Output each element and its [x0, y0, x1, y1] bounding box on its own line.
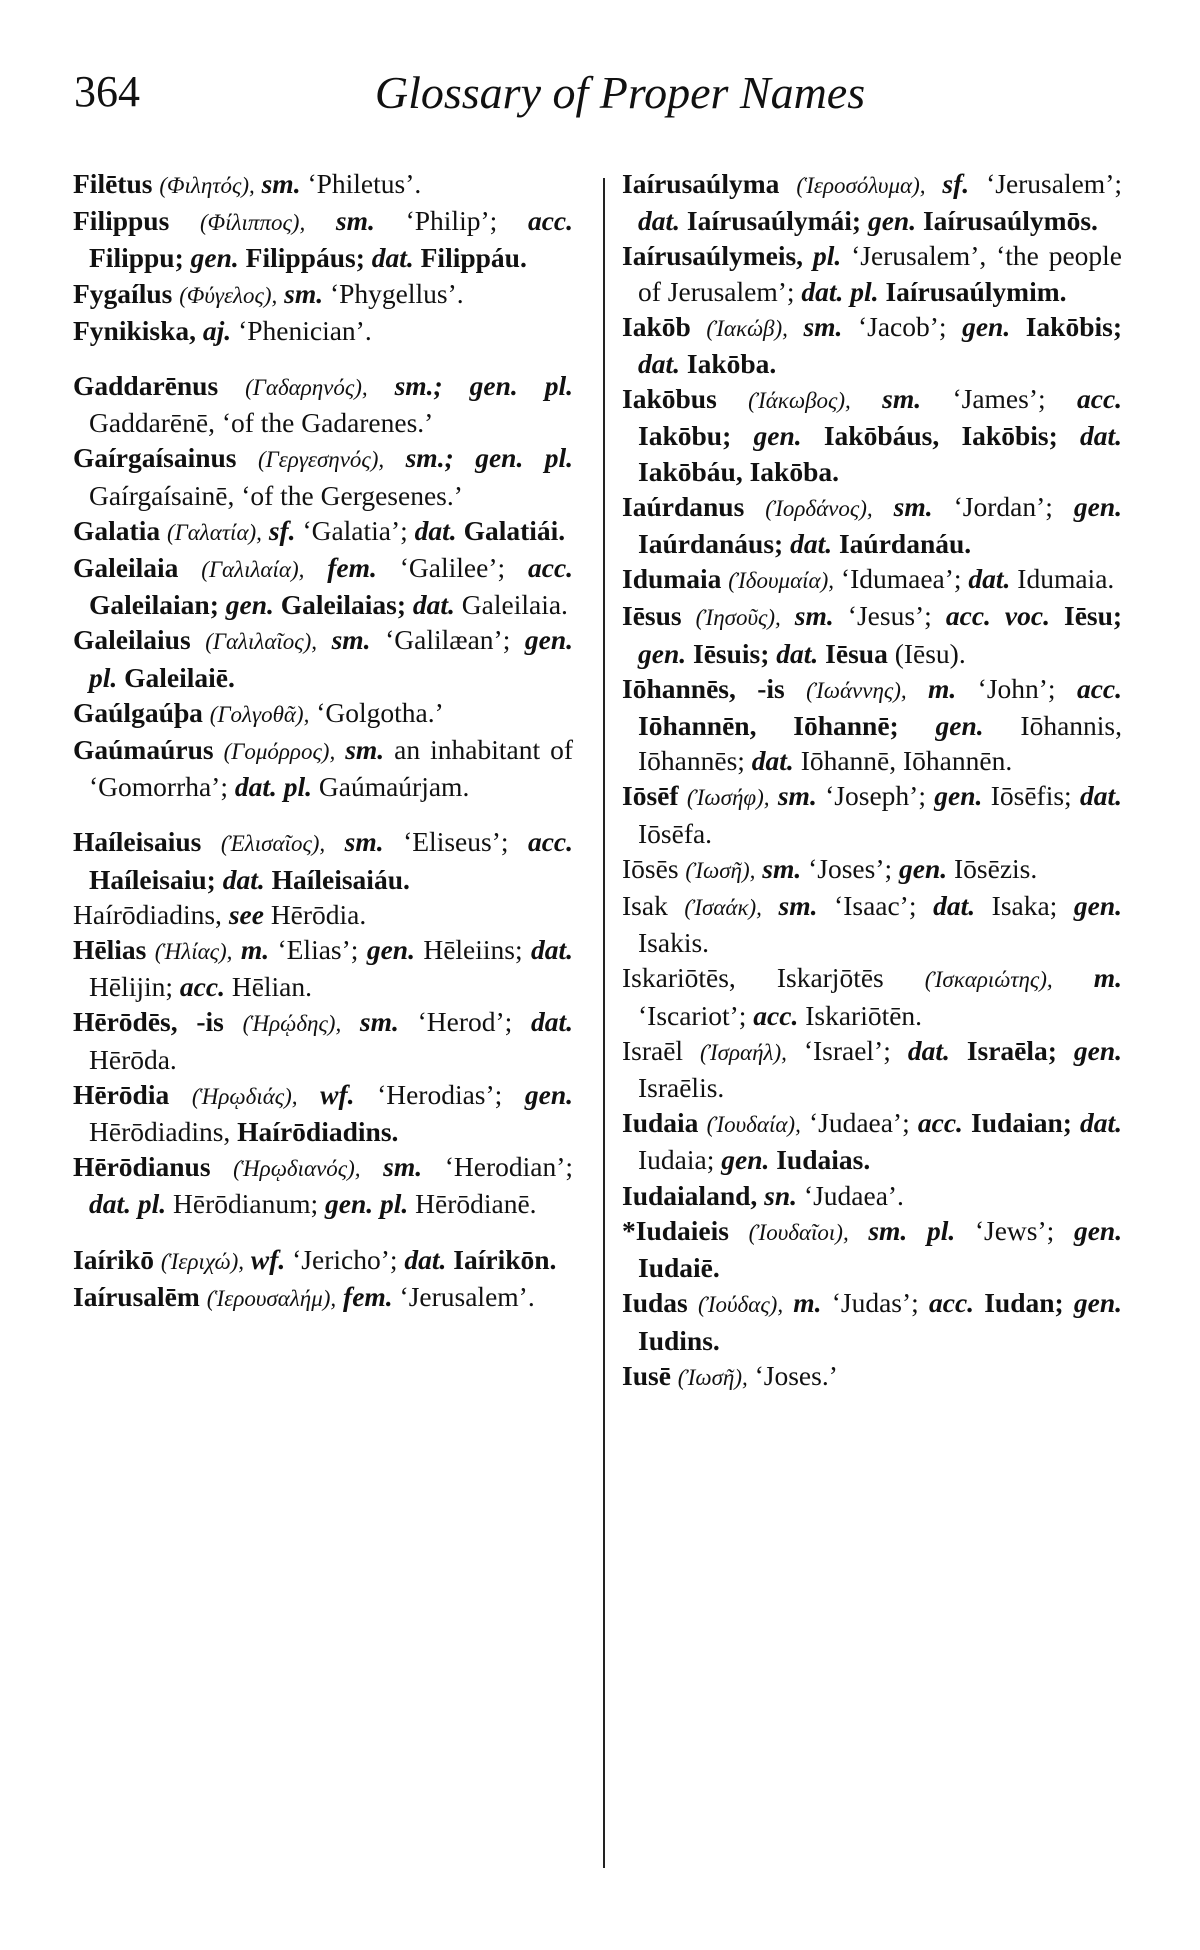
- entry-text: ‘Jordan’;: [953, 490, 1053, 522]
- entry-greek-form: (Ἐλισαῖος),: [220, 831, 326, 857]
- entry-bold-text: Iudan;: [984, 1287, 1064, 1319]
- entry-greek-form: (Ἰωσῆ),: [685, 857, 756, 883]
- entry-headword: Iaírusaúlyma: [622, 168, 780, 199]
- glossary-entry: [73, 513, 573, 550]
- entry-abbreviation: dat.: [638, 348, 681, 380]
- entry-bold-text: Iakōbáu, Iakōba.: [638, 455, 839, 487]
- entry-abbreviation: sf.: [942, 168, 970, 199]
- entry-abbreviation: dat.: [531, 934, 574, 966]
- entry-abbreviation: see: [228, 898, 264, 930]
- entry-headword: Fygaílus: [73, 277, 173, 309]
- entry-greek-form: (Ἱερουσαλήμ),: [206, 1285, 337, 1311]
- entry-abbreviation: acc.: [1076, 672, 1123, 704]
- entry-abbreviation: gen.: [753, 420, 802, 452]
- entry-headword: Isak: [622, 890, 668, 922]
- entry-abbreviation: sm.;: [405, 442, 454, 474]
- entry-text: Hērōdianē.: [415, 1188, 537, 1220]
- glossary-entry: [73, 203, 573, 275]
- glossary-entry: [622, 598, 1122, 670]
- entry-greek-form: (Ἰωσήφ),: [686, 785, 770, 811]
- entry-headword: Gaddarēnus: [73, 370, 219, 402]
- entry-abbreviation: dat.: [222, 863, 265, 895]
- glossary-entry: [622, 778, 1122, 850]
- glossary-entry: [622, 1105, 1122, 1177]
- glossary-entry: [622, 489, 1122, 561]
- entry-bold-text: Iakōba.: [686, 348, 777, 380]
- entry-abbreviation: dat.: [412, 589, 455, 621]
- glossary-entry: [622, 888, 1122, 960]
- entry-greek-form: (Ἰούδας),: [697, 1292, 784, 1318]
- entry-bold-text: Haíleisaiu;: [89, 863, 216, 895]
- entry-greek-form: (Φίλιππος),: [200, 210, 306, 236]
- entry-greek-form: (Φύγελος),: [179, 282, 278, 308]
- entry-headword: Gaírgaísainus: [73, 442, 237, 474]
- entry-abbreviation: sf.: [268, 514, 296, 546]
- entry-headword: Iaírusalēm: [73, 1280, 200, 1312]
- entry-headword: Idumaia: [622, 563, 722, 595]
- entry-text: Israēlis.: [638, 1072, 725, 1104]
- entry-abbreviation: gen.: [524, 1078, 573, 1110]
- entry-abbreviation: dat.: [531, 1006, 574, 1038]
- entry-abbreviation: sm.: [778, 890, 818, 922]
- entry-abbreviation: m.: [928, 672, 957, 704]
- entry-headword: Filippus: [73, 205, 170, 237]
- entry-abbreviation: gen.: [638, 637, 687, 669]
- entry-text: ‘Galilee’;: [399, 552, 506, 584]
- entry-headword: Iudaialand,: [622, 1179, 758, 1211]
- entry-abbreviation: gen.: [721, 1144, 770, 1176]
- glossary-entry: [622, 1213, 1122, 1285]
- entry-text: Gaúmaúrjam.: [318, 771, 470, 803]
- entry-text: Hēleiins;: [423, 934, 523, 966]
- entry-abbreviation: sm.: [261, 168, 301, 199]
- entry-text: ‘Judaea’;: [808, 1107, 910, 1139]
- entry-abbreviation: fem.: [327, 552, 377, 584]
- entry-greek-form: (Ἰδουμαία),: [728, 568, 835, 594]
- entry-headword: Hērōdia: [73, 1078, 170, 1110]
- entry-text: ‘John’;: [977, 672, 1056, 704]
- entry-greek-form: (Ἰσκαριώτης),: [924, 967, 1053, 993]
- entry-abbreviation: acc.: [928, 1287, 975, 1319]
- glossary-entry: [73, 440, 573, 512]
- entry-greek-form: (Γομόρρος),: [223, 739, 336, 765]
- entry-abbreviation: dat.: [968, 563, 1011, 595]
- entry-text: ‘Jacob’;: [857, 310, 947, 342]
- entry-greek-form: (Ἰωάννης),: [806, 677, 907, 703]
- entry-abbreviation: gen.: [1073, 1287, 1123, 1319]
- glossary-entry: [73, 695, 573, 732]
- entry-abbreviation: acc.: [527, 826, 574, 858]
- entry-headword: Gaúlgaúþa: [73, 696, 203, 728]
- entry-greek-form: (Γεργεσηνός),: [257, 447, 385, 473]
- entry-headword: Iudaia: [622, 1107, 699, 1139]
- entry-headword: Haíleisaius: [73, 826, 202, 858]
- entry-abbreviation: sm.: [777, 780, 817, 812]
- entry-greek-form: (Ἰακώβ),: [706, 315, 788, 341]
- entry-text: Idumaia.: [1017, 563, 1115, 595]
- entry-abbreviation: gen.: [1073, 1034, 1123, 1066]
- glossary-entry: [73, 1149, 573, 1221]
- entry-abbreviation: gen.: [962, 310, 1011, 342]
- entry-bold-text: Iakōbu;: [638, 420, 732, 452]
- entry-bold-text: Iaúrdanáu.: [838, 528, 972, 560]
- glossary-entry: [73, 622, 573, 694]
- glossary-entry: [73, 368, 573, 440]
- entry-abbreviation: gen.: [1073, 490, 1122, 522]
- entry-headword: Haírōdiadins,: [73, 898, 222, 930]
- entry-greek-form: (Ἡρῳδιανός),: [233, 1156, 361, 1182]
- entry-abbreviation: dat.: [638, 205, 681, 237]
- entry-headword: Hēlias: [73, 934, 147, 966]
- entry-greek-form: (Ἡλίας),: [154, 939, 233, 965]
- entry-abbreviation: sm.: [335, 205, 375, 237]
- entry-abbreviation: sm.: [284, 277, 324, 309]
- entry-bold-text: Israēla;: [966, 1034, 1057, 1066]
- entry-abbreviation: dat.: [751, 745, 794, 777]
- entry-bold-text: Iudins.: [638, 1324, 720, 1356]
- glossary-entry: [622, 851, 1122, 888]
- entry-abbreviation: dat.: [371, 242, 414, 274]
- entry-abbreviation: gen.: [935, 710, 984, 742]
- entry-abbreviation: sm.: [762, 852, 802, 884]
- entry-text: Hērōdianum;: [173, 1188, 319, 1220]
- entry-abbreviation: sm.: [383, 1151, 423, 1183]
- entry-abbreviation: acc.: [527, 205, 574, 237]
- entry-abbreviation: aj.: [202, 314, 232, 346]
- entry-greek-form: (Ἰουδαῖοι),: [748, 1219, 849, 1245]
- entry-abbreviation: acc.: [528, 552, 574, 584]
- glossary-column-left: [73, 166, 573, 1316]
- entry-headword: Fynikiska,: [73, 314, 197, 346]
- entry-text: ‘Jericho’;: [292, 1243, 398, 1275]
- entry-greek-form: (Ἰωσῆ),: [677, 1364, 748, 1390]
- glossary-entry: [73, 824, 573, 896]
- entry-bold-text: Filippáus;: [245, 242, 365, 274]
- entry-text: Galeilaia.: [461, 589, 568, 621]
- entry-text: Iōhannē, Iōhannēn.: [800, 745, 1013, 777]
- entry-greek-form: (Ἱεροσόλυμα),: [796, 173, 926, 198]
- entry-abbreviation: dat.: [404, 1243, 447, 1275]
- entry-bold-text: Iaírikōn.: [453, 1243, 557, 1275]
- entry-bold-text: Iudaias.: [776, 1144, 871, 1176]
- entry-text: Gaírgaísainē, ‘of the Gergesenes.’: [89, 479, 463, 511]
- entry-abbreviation: m.: [1093, 962, 1122, 994]
- entry-bold-text: Haíleisaiáu.: [271, 863, 410, 895]
- entry-text: ‘Galatia’;: [302, 514, 408, 546]
- column-divider: [603, 178, 605, 1868]
- entry-abbreviation: gen. pl.: [89, 624, 574, 693]
- entry-text: ‘Iscariot’;: [638, 999, 747, 1031]
- glossary-entry: [73, 550, 573, 622]
- entry-bold-text: Galeilaian;: [89, 589, 219, 621]
- entry-bold-text: Iudaian;: [971, 1107, 1072, 1139]
- entry-bold-text: Iaírusaúlymái;: [686, 205, 862, 237]
- entry-text: Hērōda.: [89, 1043, 177, 1075]
- glossary-entry: [73, 732, 573, 804]
- entry-bold-text: Iaírusaúlymōs.: [922, 205, 1098, 237]
- entry-text: ‘Isaac’;: [834, 890, 917, 922]
- entry-abbreviation: pl.: [812, 240, 842, 272]
- entry-abbreviation: sm.: [882, 383, 922, 415]
- glossary-entry: [73, 1004, 573, 1076]
- glossary-entry: [73, 313, 573, 348]
- glossary-entry: [73, 897, 573, 932]
- entry-text: ‘Philetus’.: [307, 168, 422, 199]
- entry-headword: Galeilaius: [73, 624, 191, 656]
- entry-headword: Gaúmaúrus: [73, 734, 214, 766]
- entry-headword: Iēsus: [622, 600, 682, 632]
- entry-text: ‘Jerusalem’.: [399, 1280, 535, 1312]
- entry-bold-text: Iēsua: [825, 637, 888, 669]
- entry-headword: Iskariōtēs, Iskarjōtēs: [622, 962, 884, 994]
- entry-greek-form: (Ἰάκωβος),: [748, 388, 851, 414]
- entry-abbreviation: gen.: [190, 242, 239, 274]
- entry-abbreviation: acc.: [179, 971, 225, 1003]
- entry-text: Hērōdiadins,: [89, 1116, 231, 1148]
- entry-text: Hēlian.: [231, 971, 313, 1003]
- entry-text: ‘Jews’;: [974, 1214, 1055, 1246]
- entry-abbreviation: sm.: [344, 826, 384, 858]
- glossary-entry: [73, 932, 573, 1004]
- entry-text: ‘Joseph’;: [825, 780, 926, 812]
- entry-greek-form: (Ἰσραήλ),: [700, 1039, 787, 1065]
- entry-text: Hēlijin;: [89, 971, 174, 1003]
- entry-headword: Iōsēs: [622, 852, 679, 884]
- entry-text: ‘James’;: [952, 383, 1046, 415]
- entry-bold-text: Galatiái.: [463, 514, 566, 546]
- entry-abbreviation: dat.: [1080, 1107, 1123, 1139]
- page-title: Glossary of Proper Names: [374, 67, 866, 118]
- entry-bold-text: Iēsu;: [1064, 600, 1123, 632]
- entry-greek-form: (Γαδαρηνός),: [245, 375, 368, 401]
- entry-headword: Iaúrdanus: [622, 490, 745, 522]
- entry-greek-form: (Ἰορδάνος),: [765, 495, 873, 521]
- entry-headword: Iaírusaúlymeis,: [622, 240, 804, 272]
- entry-abbreviation: gen. pl.: [475, 442, 574, 474]
- entry-abbreviation: dat.: [1080, 420, 1123, 452]
- entry-abbreviation: gen.: [1073, 1214, 1123, 1246]
- glossary-entry: [73, 1077, 573, 1149]
- glossary-entry: [622, 1358, 1122, 1395]
- entry-bold-text: Iēsuis;: [693, 637, 770, 669]
- entry-abbreviation: gen. pl.: [325, 1188, 409, 1220]
- entry-headword: Iakōbus: [622, 383, 717, 415]
- page-header: [74, 66, 1126, 126]
- entry-bold-text: Haírōdiadins.: [237, 1116, 399, 1148]
- entry-abbreviation: sm.: [359, 1006, 399, 1038]
- entry-text: ‘Herod’;: [417, 1006, 513, 1038]
- entry-text: ‘Joses.’: [754, 1359, 838, 1391]
- entry-text: ‘Phygellus’.: [329, 277, 464, 309]
- entry-text: Isakis.: [638, 927, 710, 959]
- entry-text: ‘Jerusalem’;: [986, 168, 1122, 199]
- entry-text: ‘Joses’;: [808, 852, 893, 884]
- entry-bold-text: Filippáu.: [420, 242, 527, 274]
- entry-greek-form: (Ἡρῳδιάς),: [191, 1083, 298, 1109]
- entry-text: ‘Judas’;: [831, 1287, 919, 1319]
- entry-greek-form: (Ἡρῴδης),: [242, 1011, 342, 1037]
- glossary-entry: [622, 166, 1122, 238]
- entry-text: ‘Herodian’;: [444, 1151, 574, 1183]
- entry-text: ‘Phenician’.: [238, 314, 372, 346]
- entry-text: Iōhannis, Iōhannēs;: [638, 710, 1123, 777]
- entry-text: Iudaia;: [638, 1144, 715, 1176]
- entry-headword: Iakōb: [622, 310, 691, 342]
- entry-abbreviation: acc.: [1077, 383, 1123, 415]
- entry-text: Iōsēfa.: [638, 817, 713, 849]
- entry-greek-form: (Φιλητός),: [159, 173, 255, 198]
- entry-bold-text: Iakōbáus, Iakōbis;: [823, 420, 1058, 452]
- entry-abbreviation: m.: [240, 934, 270, 966]
- entry-greek-form: (Ἰησοῦς),: [695, 605, 781, 631]
- entry-text: ‘Galilæan’;: [385, 624, 511, 656]
- entry-headword: Iōsēf: [622, 780, 679, 812]
- entry-headword: *Iudaieis: [622, 1214, 729, 1246]
- entry-abbreviation: acc. voc.: [945, 600, 1050, 632]
- entry-text: Hērōdia.: [270, 898, 367, 930]
- entry-abbreviation: sm.: [803, 310, 843, 342]
- glossary-entry: [73, 166, 573, 203]
- entry-abbreviation: gen.: [225, 589, 274, 621]
- entry-text: ‘Jesus’;: [847, 600, 932, 632]
- entry-text: ‘Jerusalem’, ‘the people of Jerusalem’;: [638, 240, 1123, 307]
- entry-headword: Hērōdēs, -is: [73, 1006, 224, 1038]
- entry-bold-text: Iaírusaúlymim.: [885, 275, 1067, 307]
- entry-headword: Iōhannēs, -is: [622, 672, 785, 704]
- entry-abbreviation: wf.: [320, 1078, 355, 1110]
- entry-abbreviation: dat.: [933, 890, 976, 922]
- entry-abbreviation: dat. pl.: [234, 771, 313, 803]
- glossary-entry: [622, 309, 1122, 381]
- entry-greek-form: (Γαλατία),: [166, 519, 262, 545]
- entry-text: ‘Elias’;: [277, 934, 359, 966]
- entry-headword: Iaírikō: [73, 1243, 154, 1275]
- glossary-entry: [73, 1242, 573, 1279]
- glossary-entry: [622, 238, 1122, 308]
- entry-abbreviation: dat.: [907, 1034, 950, 1066]
- entry-bold-text: Galeilaiē.: [124, 661, 235, 693]
- entry-abbreviation: fem.: [343, 1280, 393, 1312]
- entry-headword: Filētus: [73, 168, 153, 199]
- glossary-entry: [622, 960, 1122, 1032]
- entry-text: ‘Judaea’.: [803, 1179, 904, 1211]
- entry-abbreviation: dat.: [414, 514, 457, 546]
- entry-abbreviation: gen.: [899, 852, 948, 884]
- entry-abbreviation: acc.: [917, 1107, 963, 1139]
- entry-bold-text: Iaúrdanáus;: [638, 528, 784, 560]
- entry-text: (Iēsu).: [894, 637, 966, 669]
- glossary-column-right: [622, 166, 1122, 1395]
- entry-greek-form: (Γολγοθᾶ),: [209, 701, 310, 727]
- glossary-entry: [622, 671, 1122, 779]
- glossary-entry: [73, 276, 573, 313]
- entry-abbreviation: dat. pl.: [801, 275, 879, 307]
- entry-abbreviation: gen. pl.: [469, 370, 573, 402]
- entry-text: ‘Eliseus’;: [403, 826, 509, 858]
- entry-abbreviation: sm.;: [394, 370, 443, 402]
- entry-abbreviation: acc.: [753, 999, 799, 1031]
- glossary-entry: [622, 381, 1122, 489]
- entry-text: ‘Golgotha.’: [316, 696, 444, 728]
- entry-abbreviation: gen.: [366, 934, 415, 966]
- entry-greek-form: (Γαλιλαία),: [201, 557, 305, 583]
- entry-abbreviation: gen.: [1073, 890, 1123, 922]
- entry-text: Iōsēzis.: [954, 852, 1038, 884]
- glossary-entry: [622, 1285, 1122, 1357]
- entry-abbreviation: dat.: [1080, 780, 1123, 812]
- entry-abbreviation: gen.: [867, 205, 917, 237]
- entry-headword: Iudas: [622, 1287, 688, 1319]
- entry-text: ‘Israel’;: [803, 1034, 891, 1066]
- entry-text: ‘Herodias’;: [377, 1078, 503, 1110]
- entry-abbreviation: sm.: [794, 600, 834, 632]
- entry-abbreviation: dat.: [776, 637, 819, 669]
- entry-text: ‘Philip’;: [405, 205, 498, 237]
- entry-headword: Galeilaia: [73, 552, 179, 584]
- entry-abbreviation: sn.: [764, 1179, 798, 1211]
- glossary-entry: [622, 1178, 1122, 1213]
- entry-abbreviation: m.: [793, 1287, 822, 1319]
- entry-abbreviation: sm.: [345, 734, 385, 766]
- entry-headword: Hērōdianus: [73, 1151, 211, 1183]
- entry-bold-text: Iōhannēn, Iōhannē;: [638, 710, 899, 742]
- entry-bold-text: Iakōbis;: [1025, 310, 1123, 342]
- entry-abbreviation: dat.: [790, 528, 833, 560]
- entry-text: Iōsēfis;: [990, 780, 1072, 812]
- entry-headword: Iusē: [622, 1359, 671, 1391]
- glossary-entry: [73, 1279, 573, 1316]
- page-number: 364: [74, 67, 140, 116]
- entry-headword: Galatia: [73, 514, 161, 546]
- glossary-entry: [622, 561, 1122, 598]
- entry-text: an inhabitant of ‘Gomorrha’;: [89, 734, 574, 803]
- glossary-entry: [622, 1033, 1122, 1105]
- entry-bold-text: Filippu;: [89, 242, 184, 274]
- entry-abbreviation: sm. pl.: [868, 1214, 956, 1246]
- entry-text: Isaka;: [991, 890, 1058, 922]
- entry-abbreviation: wf.: [250, 1243, 286, 1275]
- entry-text: ‘Idumaea’;: [840, 563, 962, 595]
- entry-abbreviation: gen.: [934, 780, 983, 812]
- entry-greek-form: (Ἰουδαία),: [706, 1112, 801, 1138]
- entry-abbreviation: sm.: [331, 624, 371, 656]
- entry-text: Gaddarēnē, ‘of the Gadarenes.’: [89, 407, 434, 439]
- entry-headword: Israēl: [622, 1034, 684, 1066]
- entry-bold-text: Iudaiē.: [638, 1252, 720, 1284]
- entry-bold-text: Galeilaias;: [280, 589, 407, 621]
- entry-text: Iskariōtēn.: [805, 999, 923, 1031]
- entry-greek-form: (Ἰσαάκ),: [684, 895, 762, 921]
- entry-abbreviation: dat. pl.: [89, 1188, 167, 1220]
- entry-greek-form: (Ἱεριχώ),: [160, 1248, 245, 1274]
- entry-abbreviation: sm.: [893, 490, 933, 522]
- entry-greek-form: (Γαλιλαῖος),: [205, 629, 318, 655]
